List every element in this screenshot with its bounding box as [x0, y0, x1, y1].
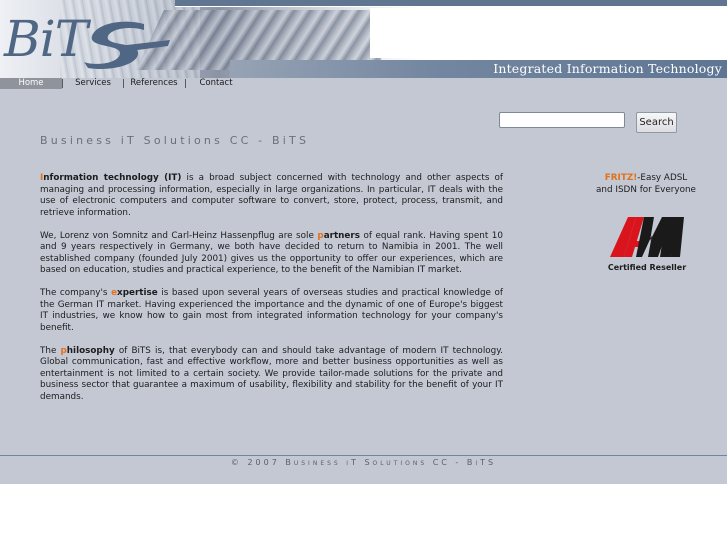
bits-logo-swoosh[interactable]	[82, 18, 172, 70]
certified-reseller: Certified Reseller	[607, 263, 687, 272]
nav-separator	[185, 79, 186, 88]
search-input[interactable]	[499, 112, 625, 128]
nav-home[interactable]: Home	[0, 78, 62, 89]
main-nav	[0, 78, 727, 89]
avm-logo[interactable]	[610, 211, 686, 259]
footer-divider	[0, 455, 727, 456]
nav-separator	[62, 79, 63, 88]
site-header	[0, 0, 727, 78]
paragraph-partners: We, Lorenz von Somnitz and Carl-Heinz Hassenpflug are sole partners of equal rank. Having spent 10 and 9 years respectively in Germany, we both have decided to return to Namibia in 2001. The well established company (founded July 2001) gives us the opportunity to offer our experiences, which are based on education, studies and practical experience, to the benefit of the Namibian IT market.	[40, 230, 503, 275]
page-title: Business iT Solutions CC - BiTS	[40, 134, 310, 147]
paragraph-expertise: The company's expertise is based upon several years of overseas studies and practical knowledge of the German IT market. Having experienced the importance and the dynamic of one of Europe's biggest IT industries, we know how to gain most from integrated information technology for your company's benefit.	[40, 288, 503, 333]
nav-services[interactable]: Services	[75, 78, 111, 88]
footer-copyright: © 2007 Business iT Solutions CC - BiTS	[230, 458, 497, 467]
header-panel	[370, 8, 727, 58]
avm-logo-text: AVM	[610, 211, 613, 212]
nav-separator	[123, 79, 124, 88]
header-tagline: Integrated Information Technology	[493, 61, 722, 76]
fritz-promo-link[interactable]	[596, 173, 696, 196]
paragraph-philosophy: The philosophy of BiTS is, that everybody can and should take advantage of modern IT technology. Global communication, fast and effective workflow, more and better business opportunities as well as entertainment is not limited to a certain society. We provide tailor-made solutions for the private and business sector that guarantee a maximum of usability, flexibility and stability for the benefit of your IT demands.	[40, 345, 503, 402]
main-content	[40, 173, 503, 415]
header-top-line	[175, 6, 727, 7]
nav-contact[interactable]: Contact	[199, 78, 233, 88]
paragraph-it: Information technology (IT) is a broad subject concerned with technology and other aspects of managing and processing information, especially in large organizations. In particular, IT deals with the use of electronic computers and computer software to convert, store, protect, process, transmit, and retrieve information.	[40, 173, 503, 218]
search-button[interactable]: Search	[636, 112, 677, 133]
promo-text: -Easy ADSL and ISDN for Everyone	[596, 173, 696, 195]
nav-references[interactable]: References	[130, 78, 178, 88]
bits-logo[interactable]: BiT	[4, 10, 88, 68]
fritz-label: FRITZ!	[604, 173, 638, 183]
